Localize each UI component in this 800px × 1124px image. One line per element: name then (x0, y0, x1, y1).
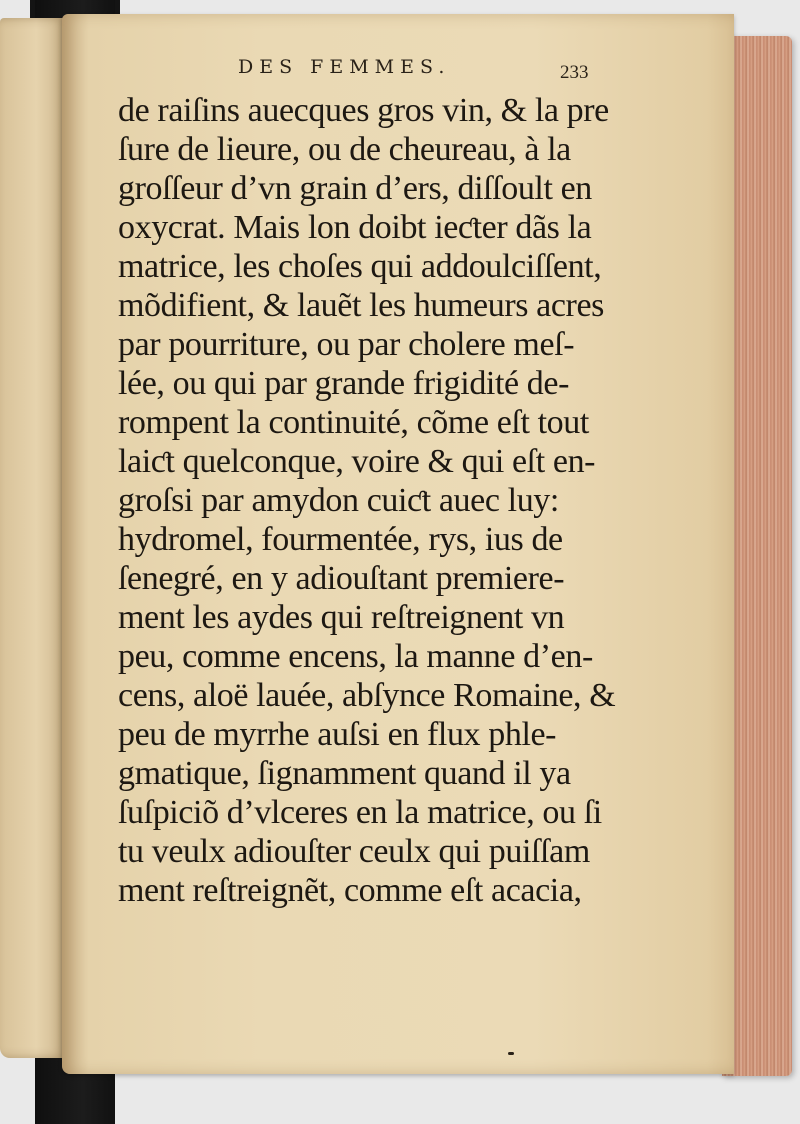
ink-mark (508, 1052, 514, 1055)
left-facing-page (0, 18, 66, 1058)
text-line: ment les aydes qui reſtreignent vn (118, 599, 565, 636)
text-line: groſsi par amydon cuiƈt auec luy: (118, 482, 559, 519)
text-line: laiƈt quelconque, voire & qui eſt en- (118, 443, 596, 480)
text-line: tu veulx adiouſter ceulx qui puiſſam (118, 833, 590, 870)
text-line: lée, ou qui par grande frigidité de- (118, 365, 570, 402)
text-line: gmatique, ſignamment quand il ya (118, 755, 571, 792)
page-number: 233 (560, 62, 589, 83)
text-line: ſuſpiciõ d’vlceres en la matrice, ou ſi (118, 794, 602, 831)
body-text (118, 92, 618, 952)
text-line: matrice, les choſes qui addoulciſſent, (118, 248, 602, 285)
text-line: mõdifient, & lauẽt les humeurs acres (118, 287, 605, 324)
text-line: ment reſtreignẽt, comme eſt acacia, (118, 872, 582, 909)
text-line: ſenegré, en y adiouſtant premiere- (118, 560, 565, 597)
text-line: de raiſins auecques gros vin, & la pre (118, 92, 609, 129)
text-line: ſure de lieure, ou de cheureau, à la (118, 131, 571, 168)
text-line: peu de myrrhe auſsi en flux phle- (118, 716, 557, 753)
text-line: cens, aloë lauée, abſynce Romaine, & (118, 677, 616, 714)
running-head: DES FEMMES. (238, 56, 451, 78)
text-line: rompent la continuité, cõme eſt tout (118, 404, 589, 441)
text-line: groſſeur d’vn grain d’ers, diſſoult en (118, 170, 592, 207)
text-line: par pourriture, ou par cholere meſ- (118, 326, 575, 363)
text-line: oxycrat. Mais lon doibt ieƈter dãs la (118, 209, 592, 246)
text-line: peu, comme encens, la manne d’en- (118, 638, 593, 675)
text-line: hydromel, fourmentée, rys, ius de (118, 521, 563, 558)
